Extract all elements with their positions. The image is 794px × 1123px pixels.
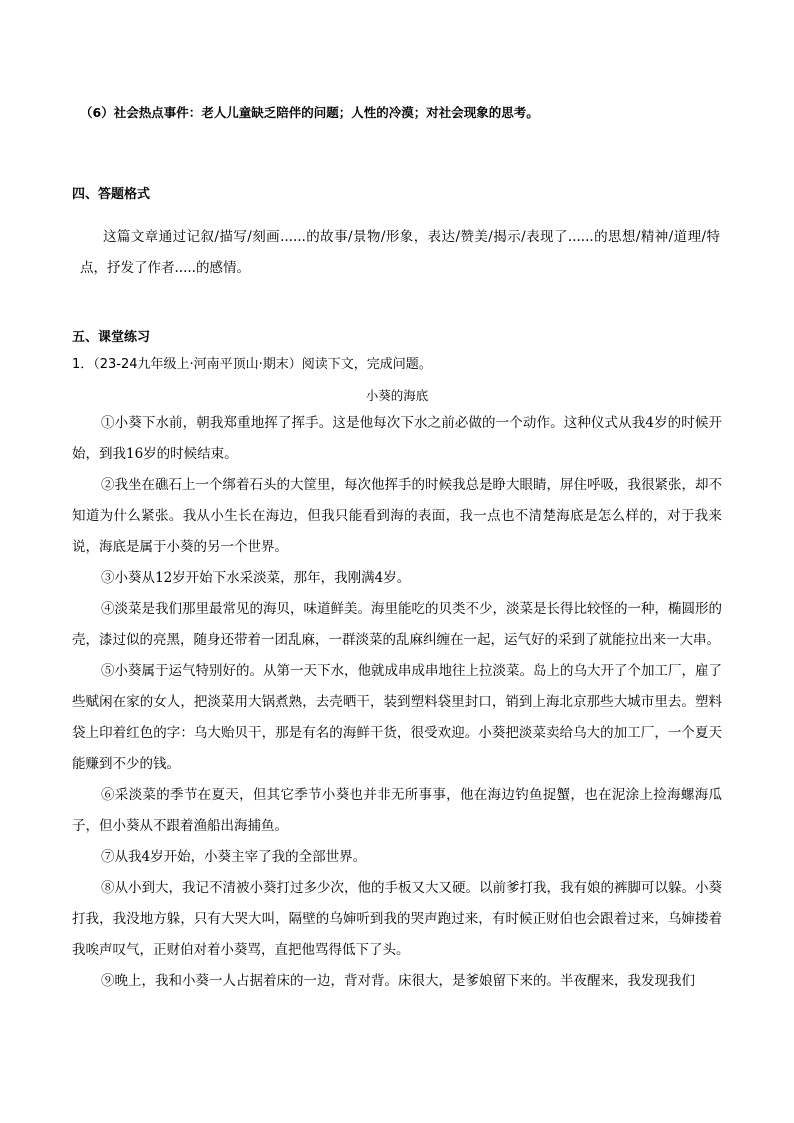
story-paragraph-9: ⑨晚上，我和小葵一人占据着床的一边，背对背。床很大，是爹娘留下来的。半夜醒来，我发现我们 bbox=[101, 973, 695, 989]
story-paragraph-2: ②我坐在礁石上一个绑着石头的大筐里，每次他挥手的时候我总是睁大眼睛，屏住呼吸，我很紧张，却不知道为什么紧张。我从小生长在海边，但我只能看到海的表面，我一点也不清楚海底是怎么样的，对于我来说，海底是属于小葵的另一个世界。 bbox=[72, 477, 722, 555]
answer-format-paragraph: 这篇文章通过记叙/描写/刻画......的故事/景物/形象，表达/赞美/揭示/表现了......的思想/精神/道理/特点，抒发了作者.....的感情。 bbox=[80, 229, 720, 276]
story-paragraph-8: ⑧从小到大，我记不清被小葵打过多少次，他的手板又大又硬。以前爹打我，我有娘的裤脚可以躲。小葵打我，我没地方躲，只有大哭大叫，隔壁的乌婶听到我的哭声跑过来，有时候正财伯也会跟着过来，乌婶搂着我唉声叹气，正财伯对着小葵骂，直把他骂得低下了头。 bbox=[72, 880, 722, 958]
story-paragraph-3: ③小葵从12岁开始下水采淡菜，那年，我刚满4岁。 bbox=[101, 570, 411, 586]
story-title: 小葵的海底 bbox=[365, 388, 429, 403]
hotspot-event-line: （6）社会热点事件：老人儿童缺乏陪伴的问题；人性的冷漠；对社会现象的思考。 bbox=[80, 105, 539, 120]
story-paragraph-5: ⑤小葵属于运气特别好的。从第一天下水，他就成串成串地往上拉淡菜。岛上的乌大开了个加工厂，雇了些赋闲在家的女人，把淡菜用大锅煮熟，去壳晒干，装到塑料袋里封口，销到上海北京那些大城市里去。塑料袋上印着红色的字：乌大贻贝干，那是有名的海鲜干货，很受欢迎。小葵把淡菜卖给乌大的加工厂，一个夏天能赚到不少的钱。 bbox=[72, 663, 722, 772]
story-paragraph-6: ⑥采淡菜的季节在夏天，但其它季节小葵也并非无所事事，他在海边钓鱼捉蟹，也在泥涂上捡海螺海瓜子，但小葵从不跟着渔船出海捕鱼。 bbox=[72, 787, 722, 834]
section-4-heading: 四、答题格式 bbox=[72, 187, 151, 202]
story-paragraph-7: ⑦从我4岁开始，小葵主宰了我的全部世界。 bbox=[101, 849, 367, 865]
story-body bbox=[72, 408, 722, 997]
section-5-heading: 五、课堂练习 bbox=[72, 330, 151, 345]
story-paragraph-1: ①小葵下水前，朝我郑重地挥了挥手。这是他每次下水之前必做的一个动作。这种仪式从我4岁的时候开始，到我16岁的时候结束。 bbox=[72, 415, 722, 462]
story-paragraph-4: ④淡菜是我们那里最常见的海贝，味道鲜美。海里能吃的贝类不少，淡菜是长得比较怪的一种，椭圆形的壳，漆过似的亮黑，随身还带着一团乱麻，一群淡菜的乱麻纠缠在一起，运气好的采到了就能拉出来一大串。 bbox=[72, 601, 722, 648]
question-prompt: 1．（23-24九年级上·河南平顶山·期末）阅读下文，完成问题。 bbox=[72, 357, 432, 372]
